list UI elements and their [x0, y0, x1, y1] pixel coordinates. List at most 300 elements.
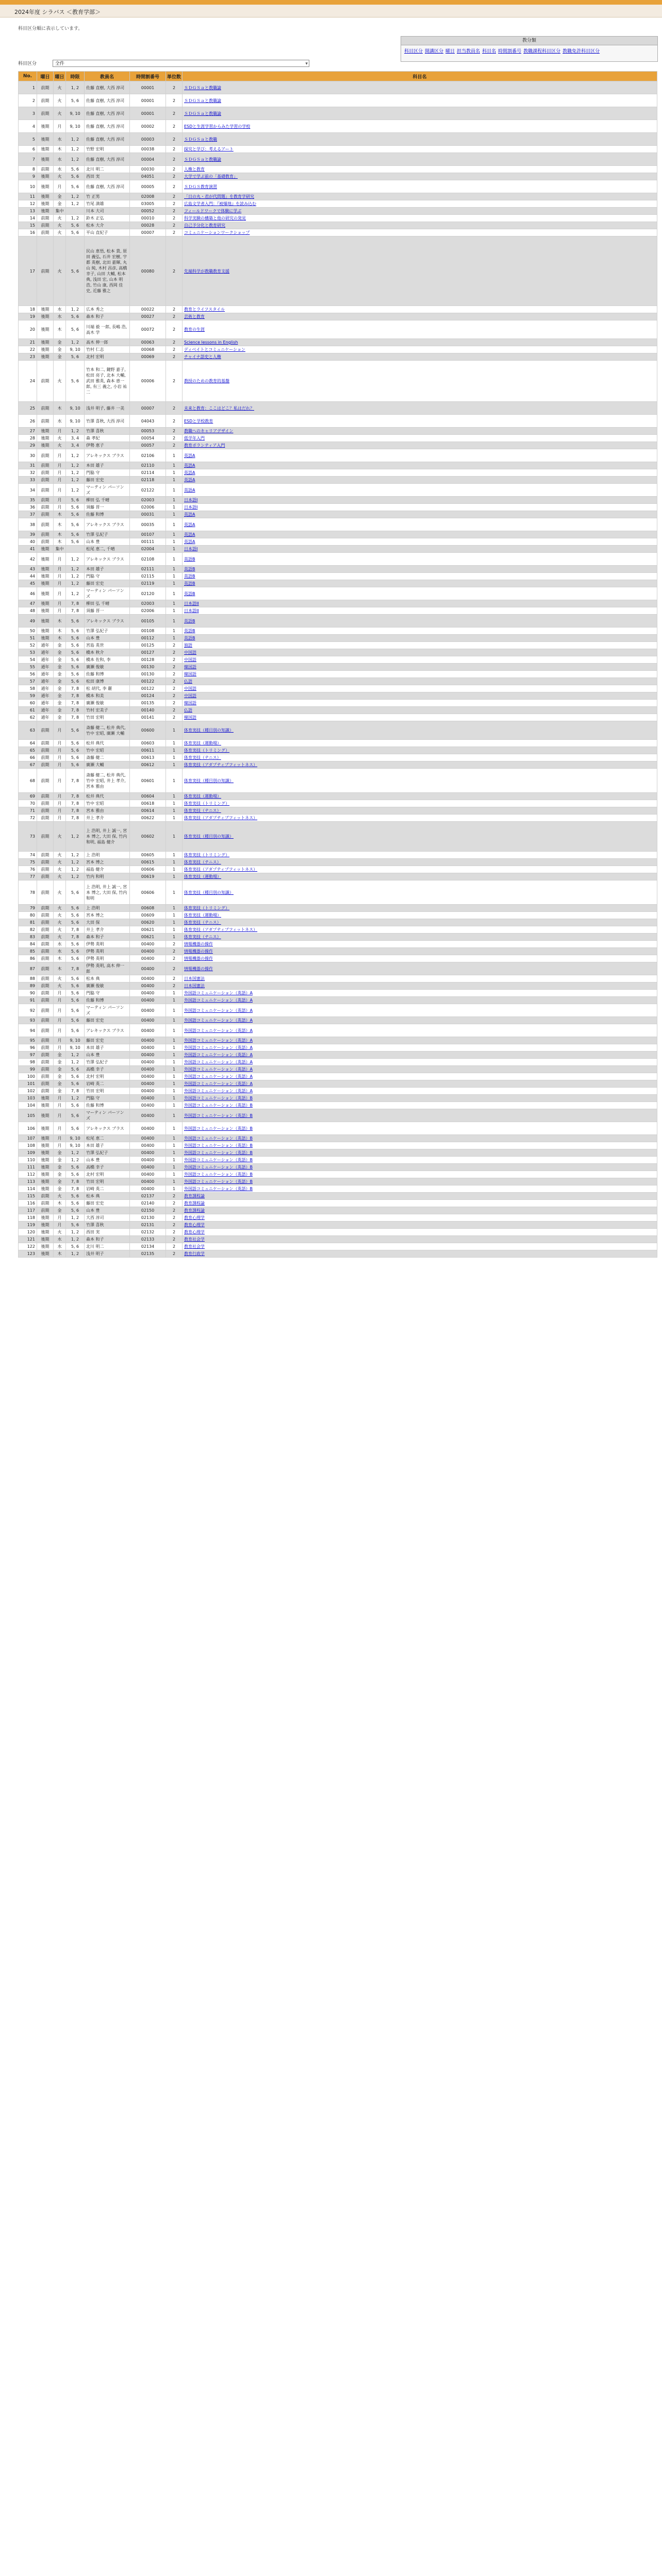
table-row: [19, 1088, 657, 1095]
subject-link[interactable]: 教授のための教育的基盤: [184, 379, 229, 383]
sort-link[interactable]: 時間割番号: [498, 49, 522, 54]
subject-link[interactable]: 外国語コミュニケーション（英語）B: [184, 1172, 253, 1177]
period-cell: 7, 8: [66, 1178, 85, 1185]
units-cell: 1: [166, 761, 183, 769]
subject-link[interactable]: 外国語コミュニケーション（英語）B: [184, 1150, 253, 1155]
subject-link[interactable]: 外国語コミュニケーション（英語）A: [184, 1089, 253, 1093]
subject-link[interactable]: 体育実技（運動場）: [184, 913, 221, 918]
subject-link[interactable]: 体育実技（テニス）: [184, 808, 221, 813]
subject-link[interactable]: 外国語コミュニケーション（英語）A: [184, 1053, 253, 1057]
code-cell: 00053: [130, 428, 166, 435]
subject-link[interactable]: 外国語コミュニケーション（英語）A: [184, 1081, 253, 1086]
subject-link[interactable]: 体育実技（トリミング）: [184, 853, 230, 857]
units-cell: 1: [166, 990, 183, 997]
teacher-cell: 廣瀬 俊敏: [85, 982, 130, 990]
day-cell: 金: [54, 692, 66, 700]
subject-link[interactable]: フィールドワークで体験に学ぶ: [184, 209, 242, 213]
semester-cell: 後期: [37, 1222, 54, 1229]
units-cell: 2: [166, 685, 183, 692]
row-number: 29: [19, 442, 37, 449]
day-cell: 月: [54, 754, 66, 761]
row-number: 21: [19, 339, 37, 346]
code-cell: 02137: [130, 1193, 166, 1200]
period-cell: 1, 2: [66, 1214, 85, 1222]
row-number: 101: [19, 1080, 37, 1088]
subject-link[interactable]: 英語B: [184, 574, 195, 579]
table-row: [19, 642, 657, 649]
semester-cell: 後期: [37, 1142, 54, 1149]
units-cell: 2: [166, 1214, 183, 1222]
period-cell: 1, 2: [66, 1052, 85, 1059]
subject-link[interactable]: ＳＤＧＳ教育演習: [184, 184, 217, 189]
code-cell: 00007: [130, 229, 166, 236]
subject-link[interactable]: 外国語コミュニケーション（英語）B: [184, 1103, 253, 1108]
table-row: [19, 449, 657, 462]
units-cell: 1: [166, 873, 183, 880]
day-cell: 月: [54, 997, 66, 1004]
sort-navigation-heading: 教分類: [401, 37, 657, 45]
day-cell: 火: [54, 81, 66, 94]
subject-link[interactable]: ＳＤＧＳａと教職論: [184, 98, 221, 103]
day-cell: 火: [54, 222, 66, 229]
code-cell: 00615: [130, 859, 166, 866]
code-cell: 02122: [130, 484, 166, 497]
subject-link[interactable]: 英語A: [184, 512, 195, 517]
row-number: 17: [19, 236, 37, 306]
day-cell: 金: [54, 714, 66, 721]
subject-link[interactable]: 体育実技（アダプティブフィットネス）: [184, 927, 258, 932]
semester-cell: 前期: [37, 504, 54, 511]
filter-label: 科目区分: [18, 61, 37, 66]
units-cell: 2: [166, 193, 183, 200]
row-number: 67: [19, 761, 37, 769]
subject-link[interactable]: 情報機器の操作: [184, 942, 213, 946]
day-cell: 月: [54, 1017, 66, 1024]
subject-link[interactable]: 教育社会学: [184, 1237, 205, 1242]
subject-cell: [183, 222, 657, 229]
table-row: [19, 962, 657, 975]
subject-link[interactable]: 教育心理学: [184, 1223, 205, 1227]
subject-link[interactable]: 日本語I: [184, 547, 198, 551]
teacher-cell: 佐藤 直樹, 大西 淳司: [85, 81, 130, 94]
subject-cell: [183, 975, 657, 982]
subject-link[interactable]: 情報機器の操作: [184, 966, 213, 971]
subject-link[interactable]: ESDと生涯学習からみた学習の学校: [184, 124, 251, 129]
subject-link[interactable]: 外国語コミュニケーション（英語）B: [184, 1179, 253, 1184]
units-cell: 2: [166, 656, 183, 664]
units-cell: 1: [166, 635, 183, 642]
code-cell: 00028: [130, 222, 166, 229]
subject-link[interactable]: 外国語コミュニケーション（英語）B: [184, 1136, 253, 1141]
sort-link[interactable]: 開講区分: [425, 49, 444, 54]
subject-link[interactable]: 教育課程論: [184, 1201, 205, 1206]
subject-link[interactable]: 日本語I: [184, 498, 198, 502]
subject-link[interactable]: 外国語コミュニケーション（英語）A: [184, 1028, 253, 1033]
period-cell: 7, 8: [66, 807, 85, 815]
row-number: 85: [19, 948, 37, 955]
row-number: 62: [19, 714, 37, 721]
table-row: [19, 1157, 657, 1164]
code-cell: 00400: [130, 997, 166, 1004]
period-cell: 7, 8: [66, 934, 85, 941]
subject-cell: [183, 1229, 657, 1236]
subject-cell: [183, 553, 657, 566]
subject-link[interactable]: 未来と教育：ここはどこ？私はだれ？: [184, 405, 254, 411]
teacher-cell: 松本 典: [85, 975, 130, 982]
subject-link[interactable]: 英語B: [184, 629, 195, 633]
table-row: [19, 81, 657, 94]
subject-link[interactable]: 英語A: [184, 470, 195, 475]
subject-link[interactable]: 英語A: [184, 539, 195, 544]
semester-cell: 後期: [37, 435, 54, 442]
semester-cell: 前期: [37, 926, 54, 934]
subject-cell: [183, 664, 657, 671]
semester-cell: 前期: [37, 905, 54, 912]
semester-cell: 前期: [37, 880, 54, 905]
row-number: 19: [19, 313, 37, 320]
subject-link[interactable]: 英語A: [184, 522, 195, 527]
subject-link[interactable]: 教育課程論: [184, 1194, 205, 1198]
teacher-cell: 川端 毅 一郎, 長嶋 浩, 高木 学: [85, 320, 130, 339]
row-number: 72: [19, 815, 37, 822]
subject-link[interactable]: ESDと学校教育: [184, 418, 213, 423]
row-number: 37: [19, 511, 37, 518]
subject-cell: [183, 642, 657, 649]
subject-link[interactable]: 仏語: [184, 679, 192, 684]
teacher-cell: 西田 実: [85, 173, 130, 180]
subject-link[interactable]: 外国語コミュニケーション（英語）A: [184, 1060, 253, 1064]
row-number: 64: [19, 740, 37, 747]
subject-link[interactable]: 体育実技（種目別の知識）: [184, 778, 234, 783]
code-cell: 00022: [130, 306, 166, 313]
subject-link[interactable]: 外国語コミュニケーション（英語）A: [184, 998, 253, 1003]
day-cell: 月: [54, 761, 66, 769]
semester-cell: 前期: [37, 449, 54, 462]
semester-cell: 前期: [37, 518, 54, 531]
subject-link[interactable]: 英語A: [184, 453, 195, 458]
subject-link[interactable]: Science lessons in English: [184, 340, 238, 345]
teacher-cell: 須藤 晋一: [85, 504, 130, 511]
table-row: [19, 1200, 657, 1207]
sort-link[interactable]: 曜日: [445, 49, 455, 54]
subject-link[interactable]: 日本語II: [184, 601, 199, 606]
subject-link[interactable]: 英語B: [184, 556, 195, 562]
subject-link[interactable]: 体育実技（アダプティブフィットネス）: [184, 762, 258, 767]
code-cell: 00619: [130, 873, 166, 880]
table-row: [19, 919, 657, 926]
table-row: [19, 955, 657, 962]
day-cell: 月: [54, 740, 66, 747]
period-cell: 1, 2: [66, 484, 85, 497]
units-cell: 1: [166, 546, 183, 553]
semester-cell: 前期: [37, 761, 54, 769]
subject-link[interactable]: ＳＤＧＳａと教職論: [184, 85, 221, 90]
teacher-cell: 浅井 明子, 藤井 一美: [85, 402, 130, 415]
day-cell: 金: [54, 707, 66, 714]
subject-link[interactable]: 先端科学が教職教育支援: [184, 268, 229, 274]
table-row: [19, 997, 657, 1004]
semester-cell: 通年: [37, 692, 54, 700]
subject-link[interactable]: 体育実技（テニス）: [184, 920, 221, 925]
subject-link[interactable]: 教職へのキャリアデザイン: [184, 429, 234, 433]
table-row: [19, 1178, 657, 1185]
row-number: 10: [19, 180, 37, 193]
subject-link[interactable]: コミュニケーションワークショップ: [184, 230, 250, 235]
semester-cell: 前期: [37, 866, 54, 873]
sort-link[interactable]: 教職課程科目区分: [523, 49, 561, 54]
subject-link[interactable]: 体育実技（アダプティブフィットネス）: [184, 867, 258, 872]
filter-row: [18, 60, 309, 68]
units-cell: 2: [166, 200, 183, 208]
semester-cell: 前期: [37, 94, 54, 107]
subject-link[interactable]: 体育実技（種目別の知識）: [184, 890, 234, 895]
row-number: 90: [19, 990, 37, 997]
teacher-cell: 佐藤 和博: [85, 997, 130, 1004]
subject-link[interactable]: 体育実技（トリミング）: [184, 748, 230, 753]
subject-link[interactable]: 体育実技（テニス）: [184, 755, 221, 760]
subject-link[interactable]: 教育心理学: [184, 1230, 205, 1234]
subject-link[interactable]: 外国語コミュニケーション（英語）B: [184, 1143, 253, 1148]
row-number: 3: [19, 107, 37, 120]
subject-link[interactable]: ＳＤＧＳａと教職論: [184, 111, 221, 116]
subject-link[interactable]: 広島文学者入門：『被爆地』を読み込む: [184, 201, 256, 206]
subject-link[interactable]: 英語A: [184, 478, 195, 482]
units-cell: 1: [166, 800, 183, 807]
subject-cell: [183, 707, 657, 714]
subject-link[interactable]: 外国語コミュニケーション（英語）A: [184, 1074, 253, 1079]
units-cell: 1: [166, 769, 183, 793]
subject-link[interactable]: 韓国語: [184, 701, 196, 705]
code-cell: 00038: [130, 146, 166, 153]
subject-link[interactable]: 外国語コミュニケーション（英語）A: [184, 991, 253, 995]
period-cell: 9, 10: [66, 1037, 85, 1044]
subject-cell: [183, 1207, 657, 1214]
subject-link[interactable]: 日本国憲法: [184, 984, 205, 988]
category-select[interactable]: [53, 60, 309, 67]
code-cell: 02003: [130, 600, 166, 607]
subject-link[interactable]: 体育実技（運動場）: [184, 874, 221, 879]
subject-link[interactable]: 科学実験の構築と他の研究の発見: [184, 216, 246, 221]
period-cell: 1, 2: [66, 1095, 85, 1102]
subject-link[interactable]: 体育実技（トリミング）: [184, 801, 230, 806]
period-cell: 1, 2: [66, 852, 85, 859]
units-cell: 1: [166, 859, 183, 866]
subject-link[interactable]: 教育心理学: [184, 1215, 205, 1220]
code-cell: 00400: [130, 1037, 166, 1044]
subject-link[interactable]: 日本語II: [184, 608, 199, 613]
subject-link[interactable]: 外国語コミュニケーション（英語）B: [184, 1165, 253, 1170]
subject-link[interactable]: 韓国語: [184, 715, 196, 720]
row-number: 104: [19, 1102, 37, 1109]
period-cell: [66, 546, 85, 553]
semester-cell: 後期: [37, 1243, 54, 1250]
subject-link[interactable]: 英語B: [184, 636, 195, 640]
table-row: [19, 1142, 657, 1149]
subject-link[interactable]: 中国語: [184, 657, 196, 662]
units-cell: 1: [166, 1109, 183, 1122]
period-cell: 5, 6: [66, 919, 85, 926]
day-cell: 金: [54, 700, 66, 707]
semester-cell: 前期: [37, 721, 54, 740]
semester-cell: 前期: [37, 1037, 54, 1044]
code-cell: 00400: [130, 982, 166, 990]
table-row: [19, 415, 657, 428]
subject-link[interactable]: 体育実技（運動場）: [184, 741, 221, 745]
subject-link[interactable]: 自己予分化と教育研究: [184, 223, 225, 228]
subject-link[interactable]: 外国語コミュニケーション（英語）A: [184, 1008, 253, 1013]
subject-link[interactable]: 体育実技（種目別の知識）: [184, 834, 234, 839]
sort-link[interactable]: 担当教員名: [457, 49, 481, 54]
table-body: [19, 81, 657, 1258]
row-number: 66: [19, 754, 37, 761]
subject-link[interactable]: 人権と教育: [184, 167, 205, 172]
subject-link[interactable]: 英語A: [184, 532, 195, 537]
units-cell: 1: [166, 628, 183, 635]
sort-link[interactable]: 科目区分: [404, 49, 423, 54]
code-cell: 00107: [130, 531, 166, 538]
subject-link[interactable]: 外国語コミュニケーション（英語）B: [184, 1187, 253, 1191]
subject-link[interactable]: 情報機器の操作: [184, 949, 213, 954]
subject-link[interactable]: 日本国憲法: [184, 976, 205, 981]
subject-link[interactable]: 「日の丸・君が代問題」を教育学研究: [184, 194, 254, 199]
row-number: 69: [19, 793, 37, 800]
row-number: 38: [19, 518, 37, 531]
subject-link[interactable]: 英語B: [184, 581, 195, 586]
sort-link[interactable]: 科目名: [482, 49, 496, 54]
subject-cell: [183, 1200, 657, 1207]
subject-link[interactable]: ディベイトとコミュニケーション: [184, 347, 245, 352]
row-number: 93: [19, 1017, 37, 1024]
subject-link[interactable]: 日本語I: [184, 505, 198, 510]
subject-link[interactable]: 外国語コミュニケーション（英語）A: [184, 1067, 253, 1072]
period-cell: 5, 6: [66, 166, 85, 173]
units-cell: 2: [166, 222, 183, 229]
units-cell: 1: [166, 1185, 183, 1193]
code-cell: 00006: [130, 361, 166, 402]
code-cell: 02114: [130, 469, 166, 477]
subject-link[interactable]: 仏語: [184, 708, 192, 713]
semester-cell: 後期: [37, 306, 54, 313]
semester-cell: 前期: [37, 1080, 54, 1088]
units-cell: 1: [166, 469, 183, 477]
subject-link[interactable]: 韓国語: [184, 665, 196, 669]
subject-link[interactable]: 体育実技（種目別の知識）: [184, 728, 234, 733]
subject-link[interactable]: 韓国語: [184, 672, 196, 676]
subject-cell: [183, 866, 657, 873]
teacher-cell: 竹中 宏昭: [85, 747, 130, 754]
subject-link[interactable]: 教育とライフスタイル: [184, 307, 225, 312]
teacher-cell: 竹澤 弘紀子: [85, 1149, 130, 1157]
subject-cell: [183, 1044, 657, 1052]
day-cell: 火: [54, 919, 66, 926]
subject-link[interactable]: 低学年入門: [184, 436, 205, 440]
table-row: [19, 306, 657, 313]
subject-link[interactable]: 大学で学ぶ前の「基礎教育」: [184, 174, 238, 179]
subject-link[interactable]: 外国語コミュニケーション（英語）A: [184, 1045, 253, 1050]
teacher-cell: 竹 正男: [85, 193, 130, 200]
subject-link[interactable]: ＳＤＧＳａと教職: [184, 137, 217, 142]
subject-link[interactable]: 外国語コミュニケーション（英語）B: [184, 1113, 253, 1118]
subject-link[interactable]: 教育の生涯: [184, 327, 205, 332]
units-cell: 1: [166, 484, 183, 497]
subject-link[interactable]: 体育実技（トリミング）: [184, 906, 230, 910]
subject-link[interactable]: ＳＤＧＳａと教職論: [184, 157, 221, 162]
units-cell: 2: [166, 678, 183, 685]
table-row: [19, 477, 657, 484]
subject-link[interactable]: 外国語コミュニケーション（英語）B: [184, 1126, 253, 1131]
subject-link[interactable]: 体育実技（テニス）: [184, 860, 221, 865]
period-cell: 1, 2: [66, 566, 85, 573]
subject-link[interactable]: 外国語コミュニケーション（英語）B: [184, 1096, 253, 1100]
subject-cell: [183, 538, 657, 546]
subject-link[interactable]: 英語B: [184, 591, 195, 596]
period-cell: 5, 6: [66, 313, 85, 320]
row-number: 75: [19, 859, 37, 866]
day-cell: 水: [54, 166, 66, 173]
teacher-cell: 大田 保: [85, 919, 130, 926]
subject-link[interactable]: 英語A: [184, 487, 195, 493]
subject-link[interactable]: 中国語: [184, 693, 196, 698]
code-cell: 00621: [130, 926, 166, 934]
row-number: 108: [19, 1142, 37, 1149]
subject-link[interactable]: 体育実技（アダプティブフィットネス）: [184, 816, 258, 820]
table-row: [19, 173, 657, 180]
subject-link[interactable]: 芸術と教育: [184, 314, 205, 319]
semester-cell: 前期: [37, 166, 54, 173]
row-number: 84: [19, 941, 37, 948]
semester-cell: 前期: [37, 1017, 54, 1024]
subject-link[interactable]: 探究と学び：考えるアート: [184, 147, 234, 151]
subject-link[interactable]: 外国語コミュニケーション（英語）A: [184, 1018, 253, 1023]
subject-cell: [183, 692, 657, 700]
units-cell: 2: [166, 306, 183, 313]
semester-cell: 前期: [37, 531, 54, 538]
subject-link[interactable]: 中国語: [184, 686, 196, 691]
row-number: 78: [19, 880, 37, 905]
subject-link[interactable]: 教育課程論: [184, 1208, 205, 1213]
subject-cell: [183, 1149, 657, 1157]
teacher-cell: 佐藤 直樹, 大西 淳司: [85, 133, 130, 146]
teacher-cell: 藤田 宏史: [85, 1037, 130, 1044]
day-cell: 月: [54, 807, 66, 815]
subject-link[interactable]: 中国語: [184, 650, 196, 655]
table-row: [19, 685, 657, 692]
subject-link[interactable]: 外国語コミュニケーション（英語）B: [184, 1158, 253, 1162]
units-cell: 2: [166, 642, 183, 649]
subject-link[interactable]: 英語A: [184, 463, 195, 468]
subject-link[interactable]: 英語B: [184, 618, 195, 623]
subject-link[interactable]: 体育実技（運動場）: [184, 794, 221, 799]
table-row: [19, 1024, 657, 1037]
row-number: 41: [19, 546, 37, 553]
subject-link[interactable]: 独語: [184, 643, 192, 648]
subject-link[interactable]: 教育ボランティア入門: [184, 443, 225, 448]
semester-cell: 前期: [37, 1200, 54, 1207]
subject-link[interactable]: 情報機器の操作: [184, 956, 213, 961]
sort-link[interactable]: 教職免許科目区分: [562, 49, 600, 54]
subject-link[interactable]: 教育社会学: [184, 1244, 205, 1249]
subject-link[interactable]: チャイナ語史と人権: [184, 354, 221, 359]
units-cell: 2: [166, 166, 183, 173]
day-cell: 火: [54, 975, 66, 982]
subject-cell: [183, 678, 657, 685]
subject-link[interactable]: 外国語コミュニケーション（英語）A: [184, 1038, 253, 1043]
subject-link[interactable]: 教育行政学: [184, 1251, 205, 1256]
subject-link[interactable]: 英語B: [184, 567, 195, 571]
subject-link[interactable]: 体育実技（テニス）: [184, 935, 221, 939]
day-cell: 月: [54, 800, 66, 807]
semester-cell: 前期: [37, 511, 54, 518]
